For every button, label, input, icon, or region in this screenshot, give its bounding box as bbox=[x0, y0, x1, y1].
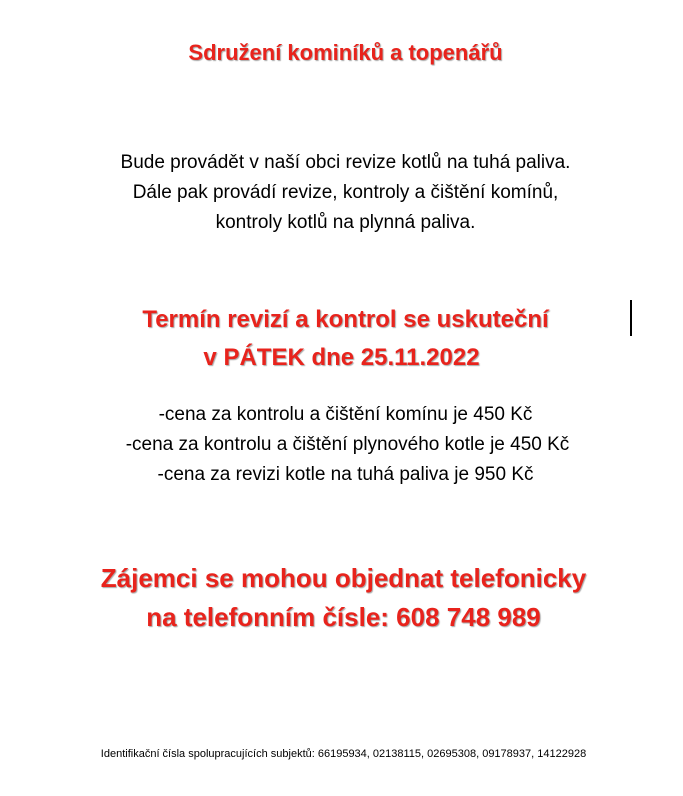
price-line-gas-boiler: -cena za kontrolu a čištění plynového kotle je 450 Kč bbox=[125, 434, 570, 455]
text-cursor bbox=[630, 300, 632, 336]
contact-line-phone: na telefonním čísle: 608 748 989 bbox=[146, 602, 541, 632]
intro-line-2: Dále pak provádí revize, kontroly a čištění komínů, bbox=[132, 182, 559, 203]
price-line-chimney: -cena za kontrolu a čištění komínu je 450 Kč bbox=[158, 404, 533, 425]
contact-line-1: Zájemci se mohou objednat telefonicky bbox=[100, 563, 587, 593]
term-heading-line-1: Termín revizí a kontrol se uskuteční bbox=[142, 306, 549, 333]
intro-line-3: kontroly kotlů na plynná paliva. bbox=[215, 212, 476, 233]
footer-identification: Identifikační čísla spolupracujících subjektů: 66195934, 02138115, 02695308, 09178937, 14122928 bbox=[100, 748, 587, 760]
intro-line-1: Bude provádět v naší obci revize kotlů na tuhá paliva. bbox=[120, 152, 571, 173]
term-heading-line-2: v PÁTEK dne 25.11.2022 bbox=[203, 344, 480, 371]
price-line-solid-fuel-boiler: -cena za revizi kotle na tuhá paliva je 950 Kč bbox=[157, 464, 534, 485]
page-title: Sdružení kominíků a topenářů bbox=[188, 40, 503, 65]
